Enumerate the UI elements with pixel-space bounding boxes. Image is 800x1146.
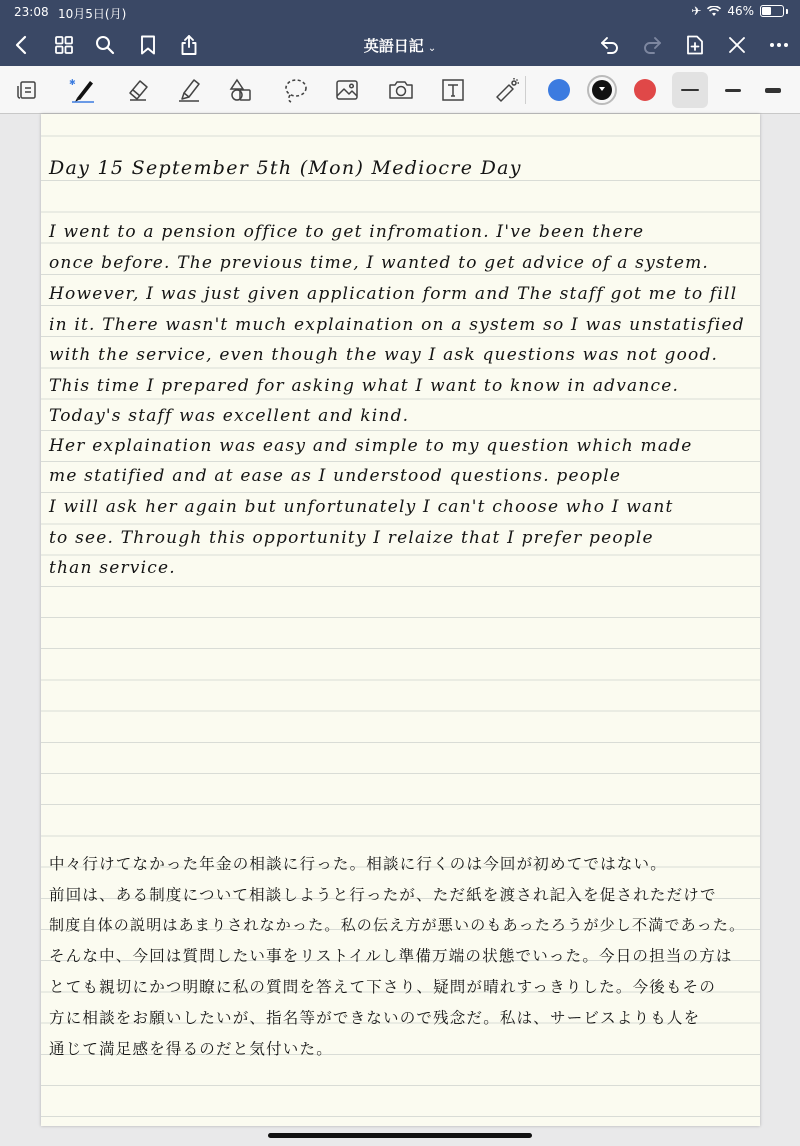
color-red-swatch[interactable] xyxy=(634,79,656,101)
highlighter-tool[interactable] xyxy=(172,74,206,106)
image-tool[interactable] xyxy=(330,74,364,106)
english-line: Her explaination was easy and simple to my question which made xyxy=(49,436,693,456)
english-line: than service. xyxy=(49,558,176,578)
color-blue-swatch[interactable] xyxy=(548,79,570,101)
back-button[interactable] xyxy=(8,31,36,59)
pencil-cross-icon xyxy=(726,34,748,56)
status-indicators xyxy=(691,4,788,18)
bookmark-icon xyxy=(137,34,159,56)
pen-icon xyxy=(69,76,97,104)
add-page-button[interactable] xyxy=(681,31,709,59)
text-tool[interactable] xyxy=(436,74,470,106)
notebook-page[interactable] xyxy=(41,114,760,1126)
svg-text:✱: ✱ xyxy=(69,78,76,87)
japanese-line: そんな中、今回は質問したい事をリストイルし準備万端の状態でいった。今日の担当の方は xyxy=(49,947,733,965)
share-icon xyxy=(178,34,200,56)
wifi-icon xyxy=(707,6,721,17)
english-line: me statified and at ease as I understood questions. people xyxy=(49,466,622,486)
page-layout-button[interactable] xyxy=(10,74,44,106)
search-button[interactable] xyxy=(91,31,119,59)
shapes-icon xyxy=(227,76,255,104)
japanese-line: 制度自体の説明はあまりされなかった。私の伝え方が悪いのもあったろうが少し不満であった。 xyxy=(49,916,746,934)
status-bar xyxy=(0,0,800,24)
stroke-medium-button[interactable] xyxy=(715,72,751,108)
bookmark-button[interactable] xyxy=(134,31,162,59)
chevron-left-icon xyxy=(11,34,33,56)
document-title-area xyxy=(0,35,800,56)
diary-heading: Day 15 September 5th (Mon) Mediocre Day xyxy=(49,157,522,179)
english-line: I will ask her again but unfortunately I can't choose who I want xyxy=(49,497,674,517)
status-date: 10月5日(月) xyxy=(58,7,127,21)
undo-icon xyxy=(599,34,621,56)
navigation-bar xyxy=(0,24,800,66)
battery-tip xyxy=(786,9,788,14)
stroke-thick-button[interactable] xyxy=(755,72,791,108)
english-line: I went to a pension office to get infromation. I've been there xyxy=(49,222,645,242)
english-line: in it. There wasn't much explaination on a system so I was unstatisfied xyxy=(49,315,745,335)
japanese-line: 前回は、ある制度について相談しようと行ったが、ただ紙を渡され記入を促されただけで xyxy=(49,886,717,904)
english-line: once before. The previous time, I wanted to get advice of a system. xyxy=(49,253,710,273)
color-options-chevron-icon xyxy=(592,80,612,100)
thumbnails-button[interactable] xyxy=(50,31,78,59)
chevron-down-icon: ⌄ xyxy=(427,43,437,54)
document-title-button[interactable] xyxy=(364,37,436,55)
share-button[interactable] xyxy=(175,31,203,59)
image-icon xyxy=(333,76,361,104)
laser-pointer-icon xyxy=(493,76,521,104)
search-icon xyxy=(94,34,116,56)
japanese-line: 中々行けてなかった年金の相談に行った。相談に行くのは今回が初めてではない。 xyxy=(49,855,667,873)
battery-percent: 46% xyxy=(727,4,754,18)
document-title: 英語日記 xyxy=(363,37,424,55)
pen-tool[interactable] xyxy=(66,74,100,106)
more-icon xyxy=(768,34,790,56)
status-time: 23:08 xyxy=(14,5,49,19)
battery-icon xyxy=(760,5,784,17)
page-layout-icon xyxy=(13,76,41,104)
grid-icon xyxy=(53,34,75,56)
redo-icon xyxy=(641,34,663,56)
laser-pointer-tool[interactable] xyxy=(490,74,524,106)
english-line: Today's staff was excellent and kind. xyxy=(49,406,410,426)
english-line: with the service, even though the way I ask questions was not good. xyxy=(49,345,719,365)
add-page-icon xyxy=(684,34,706,56)
camera-tool[interactable] xyxy=(384,74,418,106)
airplane-icon: ✈ xyxy=(691,4,702,18)
more-button[interactable] xyxy=(765,31,793,59)
japanese-line: 方に相談をお願いしたいが、指名等ができないので残念だ。私は、サービスよりも人を xyxy=(49,1009,701,1027)
tools-toggle-button[interactable] xyxy=(723,31,751,59)
english-line: However, I was just given application form and The staff got me to fill xyxy=(49,284,738,304)
color-black-swatch-selected[interactable] xyxy=(587,75,617,105)
toolbar-divider xyxy=(525,76,526,104)
japanese-line: 通じて満足感を得るのだと気付いた。 xyxy=(49,1040,333,1058)
thin-stroke-icon xyxy=(681,89,699,91)
english-line: This time I prepared for asking what I want to know in advance. xyxy=(49,376,680,396)
lasso-icon xyxy=(281,76,309,104)
eraser-icon xyxy=(124,76,152,104)
home-indicator[interactable] xyxy=(268,1133,532,1138)
stroke-thin-button[interactable] xyxy=(672,72,708,108)
medium-stroke-icon xyxy=(725,89,741,92)
lasso-tool[interactable] xyxy=(278,74,312,106)
japanese-line: とても親切にかつ明瞭に私の質問を答えて下さり、疑問が晴れすっきりした。今後もその xyxy=(49,978,717,996)
redo-button[interactable] xyxy=(638,31,666,59)
english-line: to see. Through this opportunity I relaize that I prefer people xyxy=(49,528,654,548)
thick-stroke-icon xyxy=(765,88,781,93)
highlighter-icon xyxy=(175,76,203,104)
camera-icon xyxy=(387,76,415,104)
undo-button[interactable] xyxy=(596,31,624,59)
text-icon xyxy=(439,76,467,104)
shapes-tool[interactable] xyxy=(224,74,258,106)
eraser-tool[interactable] xyxy=(121,74,155,106)
